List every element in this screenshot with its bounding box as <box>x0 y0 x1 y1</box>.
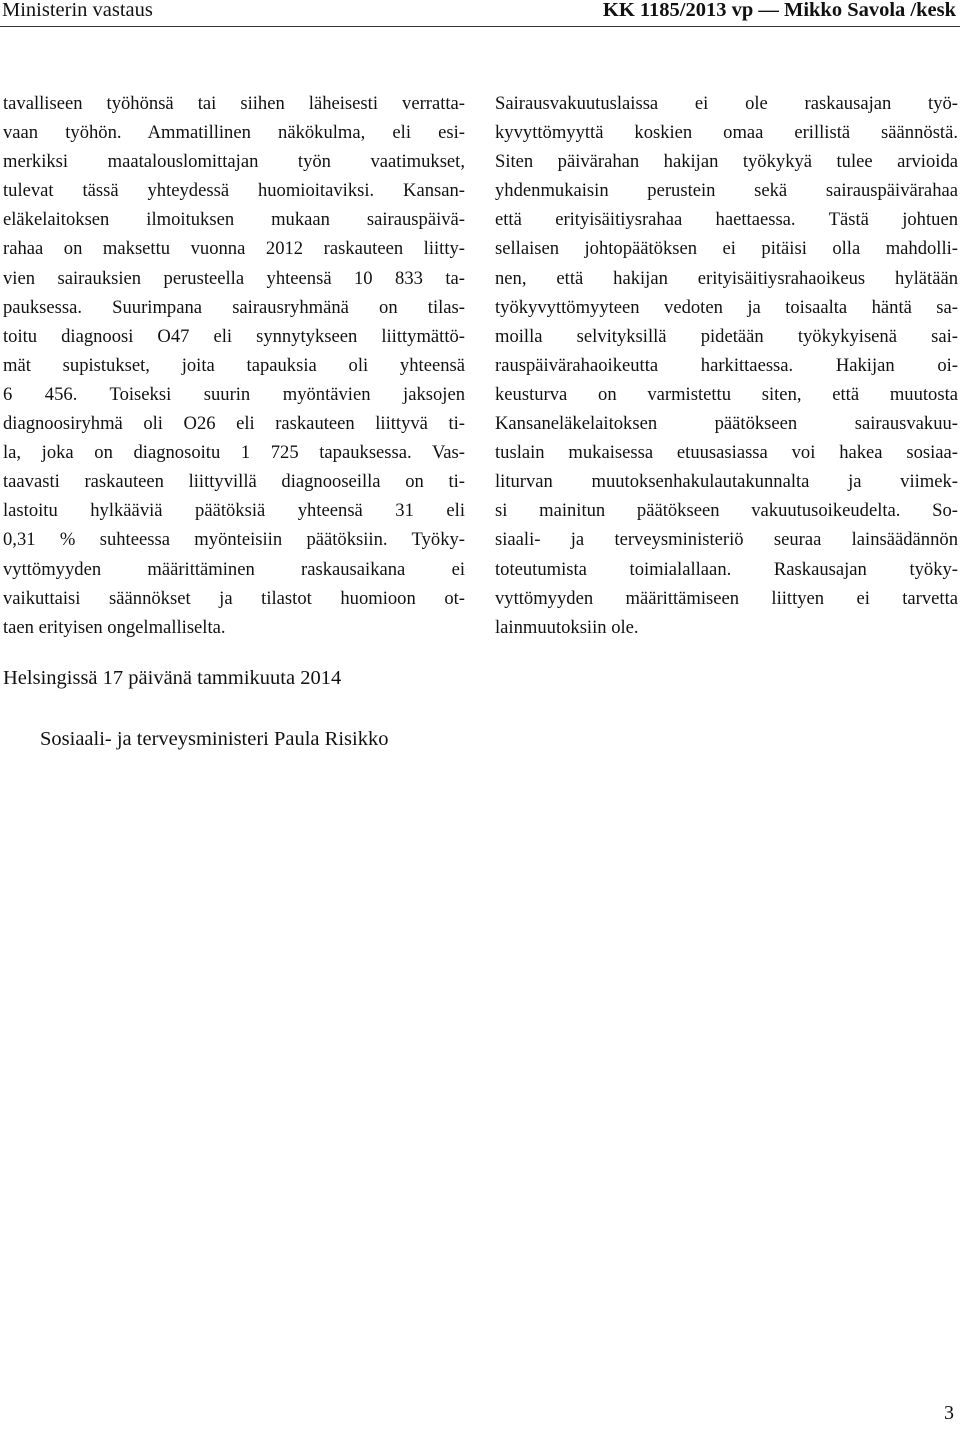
left-column-line: rahaa on maksettu vuonna 2012 raskauteen liitty- <box>3 238 465 260</box>
signature-minister-line: Sosiaali- ja terveysministeri Paula Risikko <box>40 728 389 750</box>
right-column-line: Siten päivärahan hakijan työkykyä tulee arvioida <box>495 151 958 173</box>
left-column-line: la, joka on diagnosoitu 1 725 tapauksessa. Vas- <box>3 442 465 464</box>
left-column-line: toitu diagnoosi O47 eli synnytykseen liittymättö- <box>3 325 465 347</box>
header-section-title: Ministerin vastaus <box>2 0 153 21</box>
left-column-line: tavalliseen työhönsä tai siihen läheisesti verratta- <box>3 93 465 114</box>
left-column-line: vaan työhön. Ammatillinen näkökulma, eli esi- <box>3 122 465 144</box>
right-column-line: sellaisen johtopäätöksen ei pitäisi olla mahdolli- <box>495 238 958 260</box>
left-column-line: tulevat tässä yhteydessä huomioitaviksi. Kansan- <box>3 180 465 202</box>
right-column-line: liturvan muutoksenhakulautakunnalta ja viimek- <box>495 471 958 493</box>
left-column-line: pauksessa. Suurimpana sairausryhmänä on tilas- <box>3 296 465 318</box>
right-column-line: että erityisäitiysrahaa haettaessa. Tästä johtuen <box>495 209 958 231</box>
right-column-line: työkyvyttömyyteen vedoten ja toisaalta häntä sa- <box>495 296 958 318</box>
left-column-line: mät supistukset, joita tapauksia oli yhteensä <box>3 354 465 376</box>
right-column-line: moilla selvityksillä pidetään työkykyisenä sai- <box>495 325 958 347</box>
header-document-reference: KK 1185/2013 vp — Mikko Savola /kesk <box>602 0 956 21</box>
left-column-line: 6 456. Toiseksi suurin myöntävien jaksojen <box>3 383 465 405</box>
page-header <box>0 0 960 28</box>
left-column-line: eläkelaitoksen ilmoituksen mukaan sairauspäivä- <box>3 209 465 231</box>
right-column-line: lainmuutoksiin ole. <box>495 616 639 638</box>
left-column-line: 0,31 % suhteessa myönteisiin päätöksiin. Työky- <box>3 529 465 551</box>
right-column-line: yhdenmukaisin perustein sekä sairauspäivärahaa <box>495 180 958 202</box>
left-column-line: diagnoosiryhmä oli O26 eli raskauteen liittyvä ti- <box>3 413 465 435</box>
right-column-line: Sairausvakuutuslaissa ei ole raskausajan työ- <box>495 93 958 114</box>
right-column-line: si mainitun päätökseen vakuutusoikeudelta. So- <box>495 500 958 522</box>
left-column-line: vien sairauksien perusteella yhteensä 10 833 ta- <box>3 267 465 289</box>
left-column-line: vyttömyyden määrittäminen raskausaikana ei <box>3 558 465 580</box>
right-column-line: rauspäivärahaoikeutta harkittaessa. Hakijan oi- <box>495 354 958 376</box>
left-column-line: lastoitu hylkääviä päätöksiä yhteensä 31 eli <box>3 500 465 522</box>
left-column-line: merkiksi maatalouslomittajan työn vaatimukset, <box>3 151 465 173</box>
left-text-column <box>3 89 465 642</box>
right-column-line: keusturva on varmistettu siten, että muutosta <box>495 383 958 405</box>
left-column-line: vaikuttaisi säännökset ja tilastot huomioon ot- <box>3 587 465 609</box>
right-column-line: vyttömyyden määrittämiseen liittyen ei tarvetta <box>495 587 958 609</box>
left-column-line: taen erityisen ongelmalliselta. <box>3 616 226 638</box>
right-column-line: Kansaneläkelaitoksen päätökseen sairausvakuu- <box>495 413 958 435</box>
right-text-column <box>495 89 958 642</box>
right-column-line: nen, että hakijan erityisäitiysrahaoikeus hylätään <box>495 267 958 289</box>
signature-date-line: Helsingissä 17 päivänä tammikuuta 2014 <box>3 667 342 689</box>
header-divider <box>0 26 960 27</box>
page-number: 3 <box>944 1402 954 1424</box>
right-column-line: kyvyttömyyttä koskien omaa erillistä säännöstä. <box>495 122 958 144</box>
right-column-line: toteutumista toimialallaan. Raskausajan työky- <box>495 558 958 580</box>
right-column-line: tuslain mukaisessa etuusasiassa voi hakea sosiaa- <box>495 442 958 464</box>
left-column-line: taavasti raskauteen liittyvillä diagnooseilla on ti- <box>3 471 465 493</box>
right-column-line: siaali- ja terveysministeriö seuraa lainsäädännön <box>495 529 958 551</box>
